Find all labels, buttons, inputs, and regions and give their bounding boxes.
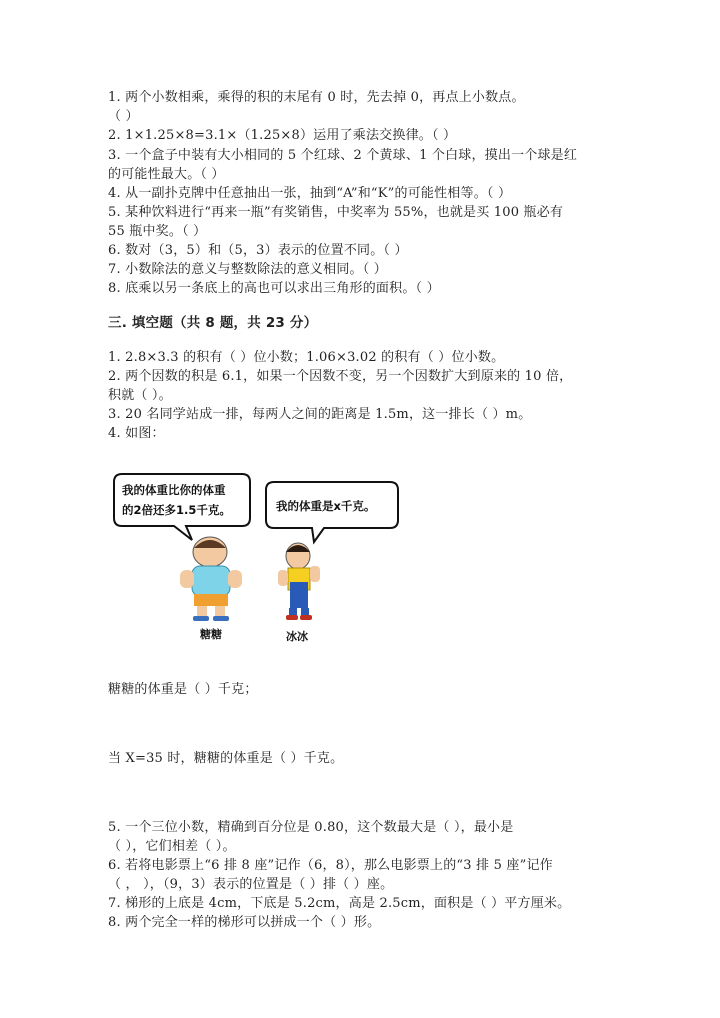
judge-q5-line2: 55 瓶中奖。（ ） (108, 224, 207, 239)
right-bubble-text: 我的体重是x千克。 (276, 499, 376, 513)
q4-figure (108, 470, 408, 650)
fill-q7: 7. 梯形的上底是 4cm，下底是 5.2cm，高是 2.5cm，面积是（ ）平方厘米。 (108, 896, 571, 911)
bingbing-name: 冰冰 (286, 630, 308, 643)
judge-q1-line2: （ ） (108, 109, 139, 124)
section-heading: 三. 填空题（共 8 题，共 23 分） (108, 315, 318, 331)
figure-illustration (108, 470, 408, 650)
judge-q4: 4. 从一副扑克牌中任意抽出一张，抽到“A”和“K”的可能性相等。（ ） (108, 186, 512, 201)
tangtang-character (180, 537, 242, 621)
judge-q2: 2. 1×1.25×8=3.1×（1.25×8）运用了乘法交换律。（ ） (108, 128, 457, 143)
fill-q3: 3. 20 名同学站成一排，每两人之间的距离是 1.5m，这一排长（ ）m。 (108, 407, 532, 422)
fill-q6-line2: （ ， ），（9，3）表示的位置是（ ）排（ ）座。 (108, 877, 394, 892)
fill-q8: 8. 两个完全一样的梯形可以拼成一个（ ）形。 (108, 915, 381, 930)
bingbing-character (278, 543, 320, 620)
judge-q1-line1: 1. 两个小数相乘，乘得的积的末尾有 0 时，先去掉 0，再点上小数点。 (108, 90, 525, 105)
judge-q3-line1: 3. 一个盒子中装有大小相同的 5 个红球、2 个黄球、1 个白球，摸出一个球是红 (108, 148, 578, 163)
fill-q2-line1: 2. 两个因数的积是 6.1，如果一个因数不变，另一个因数扩大到原来的 10 倍， (108, 369, 573, 384)
left-speech-bubble (114, 474, 250, 540)
judge-q6: 6. 数对（3，5）和（5，3）表示的位置不同。（ ） (108, 243, 408, 258)
fill-q4-label: 4. 如图： (108, 426, 165, 441)
fill-q1: 1. 2.8×3.3 的积有（ ）位小数；1.06×3.02 的积有（ ）位小数。 (108, 350, 505, 365)
fill-q6-line1: 6. 若将电影票上“6 排 8 座”记作（6，8），那么电影票上的“3 排 5 座”记作 (108, 858, 553, 873)
q4-answer-line1: 糖糖的体重是（ ）千克； (108, 682, 258, 697)
fill-q5-line2: （ ），它们相差（ ）。 (108, 839, 236, 854)
fill-q2-line2: 积就（ ）。 (108, 388, 172, 403)
tangtang-name: 糖糖 (200, 628, 222, 641)
left-bubble-line1: 我的体重比你的体重 (122, 483, 226, 497)
right-speech-bubble (266, 482, 398, 542)
judge-q3-line2: 的可能性最大。（ ） (108, 167, 225, 182)
fill-q5-line1: 5. 一个三位小数，精确到百分位是 0.80，这个数最大是（ ），最小是 (108, 820, 514, 835)
left-bubble-line2: 的2倍还多1.5千克。 (122, 503, 231, 517)
judge-q8: 8. 底乘以另一条底上的高也可以求出三角形的面积。（ ） (108, 281, 440, 296)
judge-q7: 7. 小数除法的意义与整数除法的意义相同。（ ） (108, 262, 387, 277)
judge-q5-line1: 5. 某种饮料进行“再来一瓶”有奖销售，中奖率为 55%，也就是买 100 瓶必有 (108, 205, 564, 220)
q4-answer-line2: 当 X=35 时，糖糖的体重是（ ）千克。 (108, 751, 344, 766)
